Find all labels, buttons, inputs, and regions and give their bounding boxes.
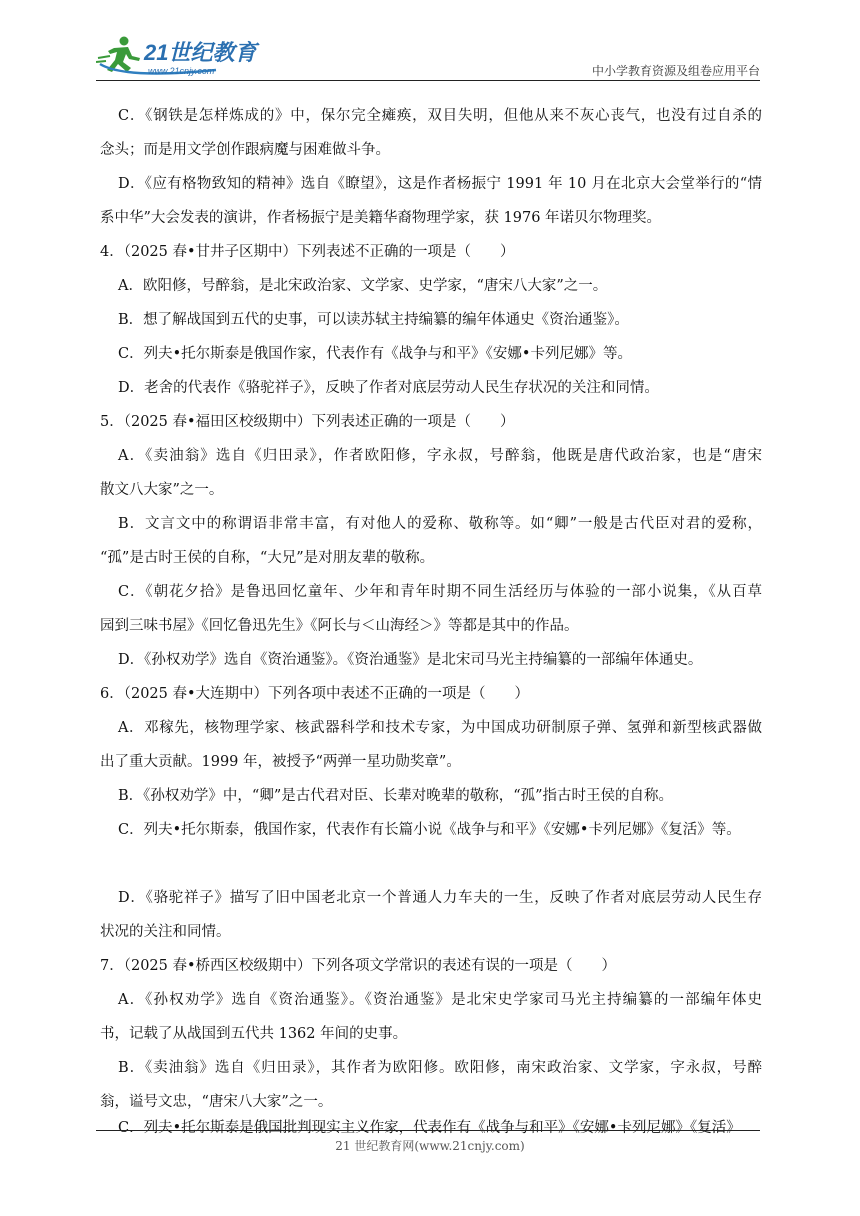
page-footer: 21 世纪教育网(www.21cnjy.com) <box>335 1139 525 1153</box>
question-4-option-b: B．想了解战国到五代的史事，可以读苏轼主持编纂的编年体通史《资治通鉴》。 <box>118 312 629 328</box>
header-divider <box>96 80 760 81</box>
question-6-option-c: C．列夫•托尔斯泰，俄国作家，代表作有长篇小说《战争与和平》《安娜•卡列尼娜》《复活》等。 <box>118 822 741 838</box>
question-5-option-c-line-1: C．《朝花夕拾》是鲁迅回忆童年、少年和青年时期不同生活经历与体验的一部小说集，《从百草 <box>118 584 762 600</box>
question-7-option-b-line-1: B．《卖油翁》选自《归田录》，其作者为欧阳修。欧阳修，南宋政治家、文学家，字永叔，号醉 <box>118 1060 762 1076</box>
question-6-option-d-line-1: D．《骆驼祥子》描写了旧中国老北京一个普通人力车夫的一生，反映了作者对底层劳动人民生存 <box>118 890 762 906</box>
question-5-option-b-line-2: “孤”是古时王侯的自称，“大兄”是对朋友辈的敬称。 <box>100 550 435 566</box>
question-5-stem: 5．（2025 春•福田区校级期中）下列表述正确的一项是（ ） <box>100 414 515 430</box>
question-5-option-b-line-1: B．文言文中的称谓语非常丰富，有对他人的爱称、敬称等。如“卿”一般是古代臣对君的爱称， <box>118 516 762 532</box>
question-3-option-d-line-1: D．《应有格物致知的精神》选自《瞭望》，这是作者杨振宁 1991 年 10 月在北京大会堂举行的“情 <box>118 176 762 192</box>
footer-divider <box>96 1130 760 1131</box>
question-3-option-c-line-2: 念头；而是用文学创作跟病魔与困难做斗争。 <box>100 142 390 158</box>
question-5-option-d: D．《孙权劝学》选自《资治通鉴》。《资治通鉴》是北宋司马光主持编纂的一部编年体通史。 <box>118 652 703 668</box>
question-5-option-c-line-2: 园到三味书屋》《回忆鲁迅先生》《阿长与＜山海经＞》等都是其中的作品。 <box>100 618 579 634</box>
question-6-option-d-line-2: 状况的关注和同情。 <box>100 924 231 940</box>
question-3-option-d-line-2: 系中华”大会发表的演讲，作者杨振宁是美籍华裔物理学家，获 1976 年诺贝尔物理奖。 <box>100 210 662 226</box>
question-5-option-a-line-2: 散文八大家”之一。 <box>100 482 224 498</box>
question-7-option-c-line-1: C．列夫•托尔斯泰是俄国批判现实主义作家，代表作有《战争与和平》《安娜•卡列尼娜》《复活》 <box>118 1120 741 1136</box>
question-7-option-a-line-1: A．《孙权劝学》选自《资治通鉴》。《资治通鉴》是北宋史学家司马光主持编纂的一部编年体史 <box>118 992 762 1008</box>
page-header <box>96 28 760 80</box>
logo-runner-icon <box>96 34 266 78</box>
question-4-option-c: C．列夫•托尔斯泰是俄国作家，代表作有《战争与和平》《安娜•卡列尼娜》等。 <box>118 346 632 362</box>
question-3-option-c-line-1: C．《钢铁是怎样炼成的》中，保尔完全瘫痪，双目失明，但他从来不灰心丧气，也没有过自杀的 <box>118 108 762 124</box>
question-7-option-a-line-2: 书，记载了从战国到五代共 1362 年间的史事。 <box>100 1026 408 1042</box>
question-7-option-b-line-2: 翁，谥号文忠，“唐宋八大家”之一。 <box>100 1094 333 1110</box>
question-6-stem: 6．（2025 春•大连期中）下列各项中表述不正确的一项是（ ） <box>100 686 530 702</box>
question-6-option-a-line-2: 出了重大贡献。1999 年，被授予“两弹一星功勋奖章”。 <box>100 754 461 770</box>
site-logo <box>96 34 266 78</box>
question-4-option-a: A．欧阳修，号醉翁，是北宋政治家、文学家、史学家，“唐宋八大家”之一。 <box>118 278 608 294</box>
question-4-option-d: D．老舍的代表作《骆驼祥子》，反映了作者对底层劳动人民生存状况的关注和同情。 <box>118 380 659 396</box>
question-6-option-a-line-1: A．邓稼先，核物理学家、核武器科学和技术专家，为中国成功研制原子弹、氢弹和新型核武器做 <box>118 720 762 736</box>
logo-url: www.21cnjy.com <box>148 66 215 76</box>
question-4-stem: 4．（2025 春•甘井子区期中）下列表述不正确的一项是（ ） <box>100 244 515 260</box>
question-5-option-a-line-1: A．《卖油翁》选自《归田录》，作者欧阳修，字永叔，号醉翁，他既是唐代政治家，也是“唐宋 <box>118 448 762 464</box>
question-6-option-b: B．《孙权劝学》中，“卿”是古代君对臣、长辈对晚辈的敬称，“孤”指古时王侯的自称。 <box>118 788 674 804</box>
question-7-stem: 7．（2025 春•桥西区校级期中）下列各项文学常识的表述有误的一项是（ ） <box>100 958 617 974</box>
logo-text: 21世纪教育 <box>144 40 257 65</box>
platform-name: 中小学教育资源及组卷应用平台 <box>591 64 760 78</box>
